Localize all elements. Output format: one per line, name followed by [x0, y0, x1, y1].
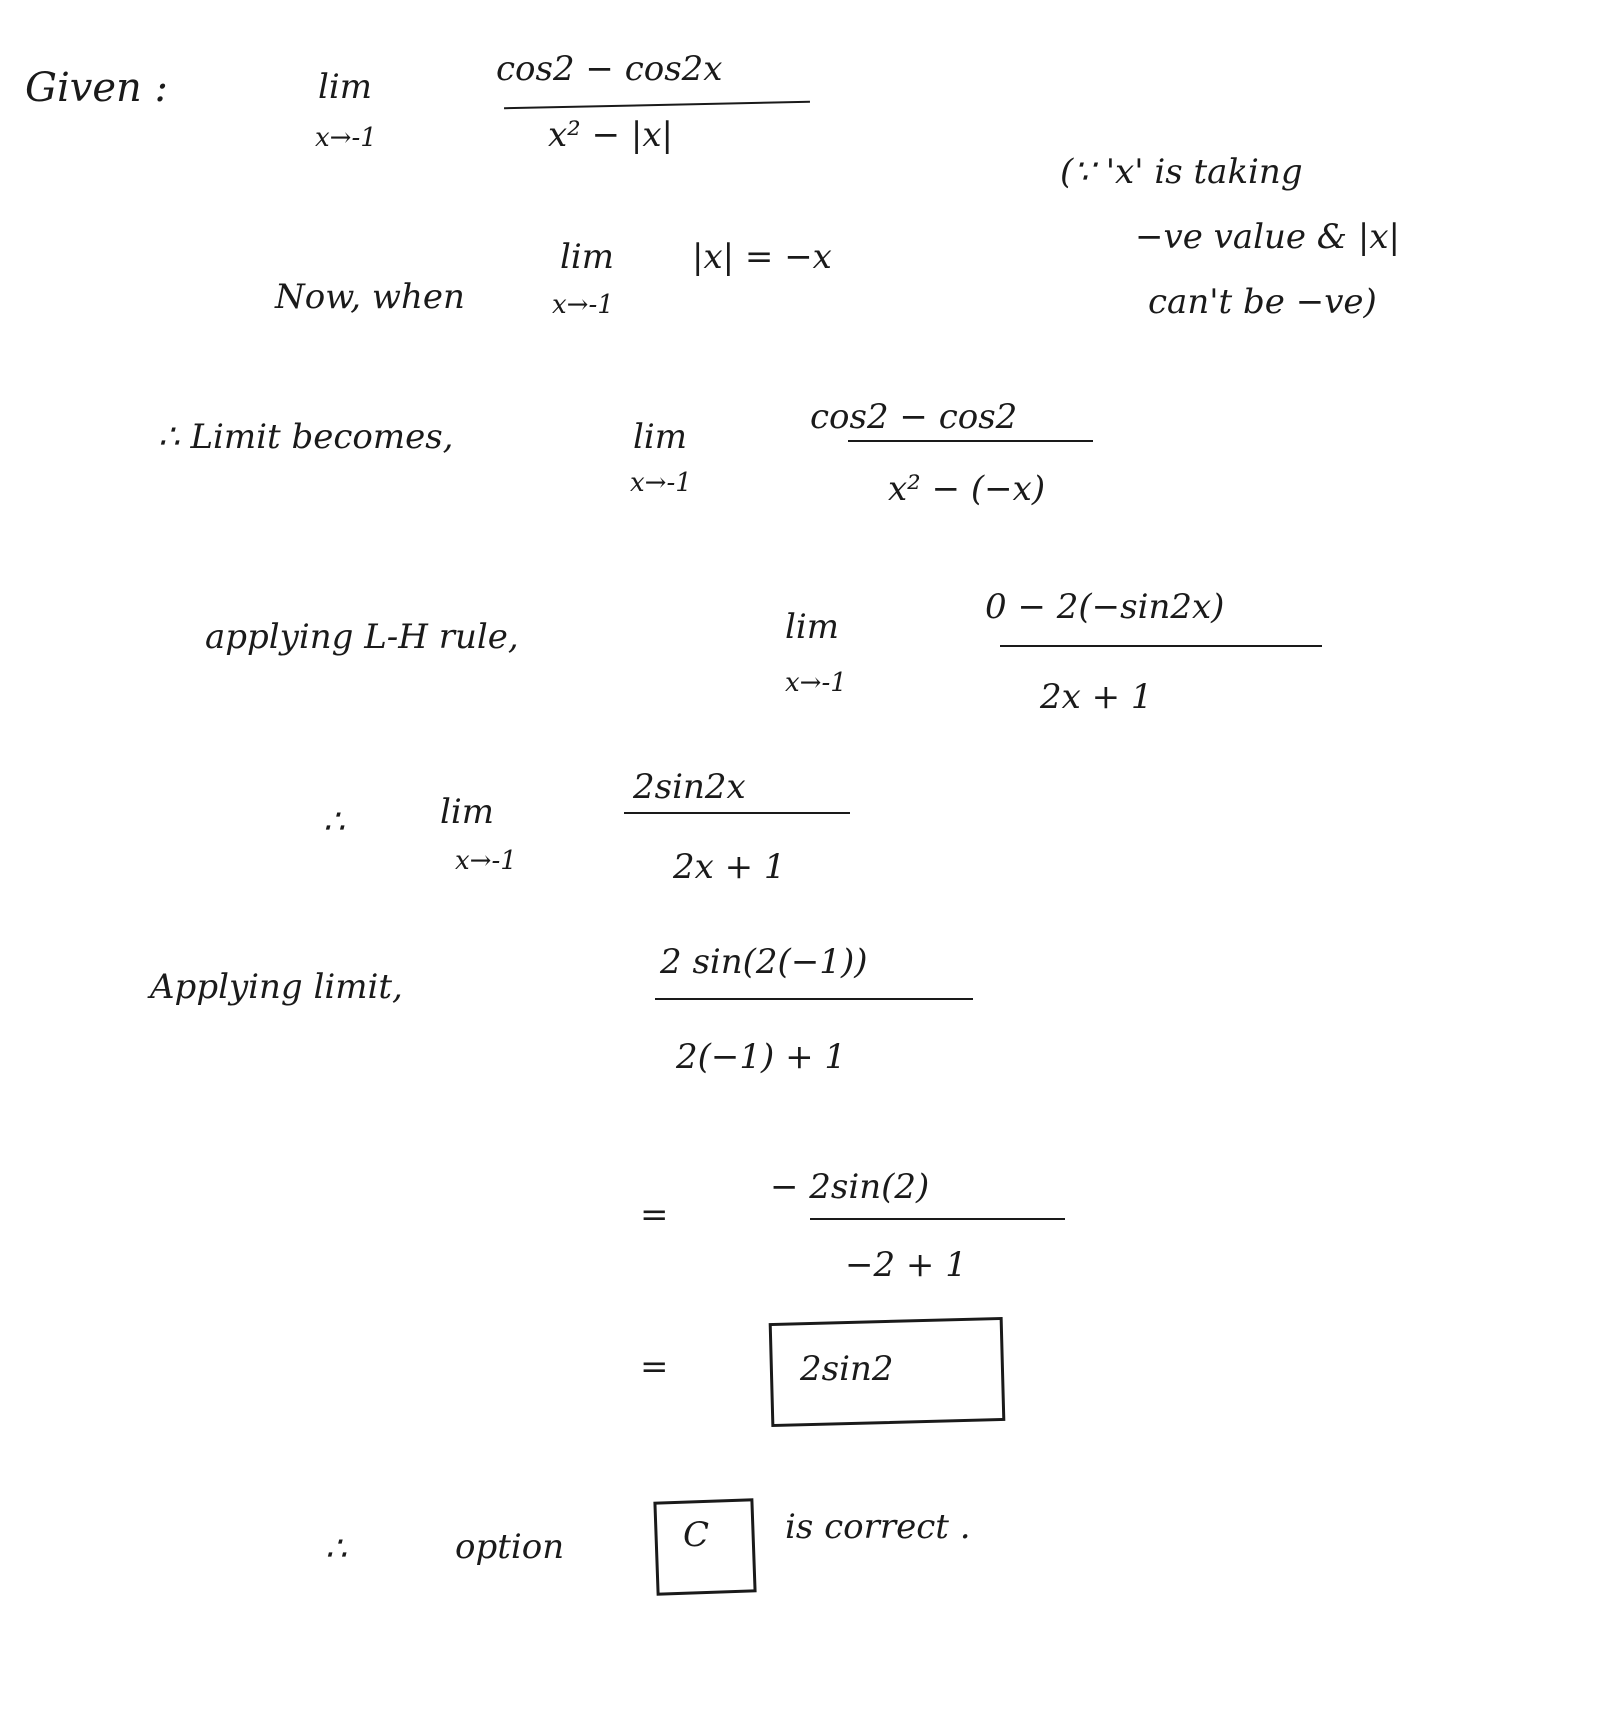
result-equals: =: [640, 1347, 669, 1387]
now-label: Now, when: [275, 277, 465, 317]
conclusion-therefore: ∴: [325, 1529, 347, 1569]
note-line-3: can't be −ve): [1148, 282, 1377, 322]
given-denominator: x² − |x|: [548, 115, 673, 155]
step2-numerator: 0 − 2(−sin2x): [985, 587, 1225, 627]
step3-denominator: 2x + 1: [673, 847, 786, 887]
step5-equals: =: [640, 1195, 669, 1235]
now-expression: |x| = −x: [692, 237, 832, 277]
step1-label: ∴ Limit becomes,: [158, 417, 454, 457]
step2-lim: lim: [785, 607, 839, 647]
step1-numerator: cos2 − cos2: [810, 397, 1018, 437]
conclusion-option-word: option: [455, 1527, 565, 1567]
given-numerator: cos2 − cos2x: [496, 49, 723, 89]
step1-fraction-bar: [848, 440, 1093, 442]
step4-denominator: 2(−1) + 1: [676, 1037, 847, 1077]
conclusion-option-letter: C: [683, 1515, 710, 1555]
given-fraction-bar: [504, 101, 810, 109]
step2-fraction-bar: [1000, 645, 1322, 647]
step4-fraction-bar: [655, 998, 973, 1000]
conclusion-tail: is correct .: [785, 1507, 971, 1547]
step3-lim: lim: [440, 792, 494, 832]
note-line-1: (∵ 'x' is taking: [1060, 152, 1303, 192]
now-lim-sub: x→-1: [552, 290, 614, 320]
step5-fraction-bar: [810, 1218, 1065, 1220]
result-value: 2sin2: [800, 1349, 894, 1389]
step3-lim-sub: x→-1: [455, 846, 517, 876]
note-line-2: −ve value & |x|: [1135, 217, 1400, 257]
given-lim: lim: [318, 67, 372, 107]
step2-label: applying L-H rule,: [205, 617, 519, 657]
step1-lim: lim: [633, 417, 687, 457]
step3-numerator: 2sin2x: [633, 767, 746, 807]
given-lim-sub: x→-1: [315, 123, 377, 153]
given-label: Given :: [25, 65, 168, 111]
step4-label: Applying limit,: [150, 967, 403, 1007]
step5-denominator: −2 + 1: [845, 1245, 967, 1285]
step1-lim-sub: x→-1: [630, 468, 692, 498]
step2-lim-sub: x→-1: [785, 668, 847, 698]
step3-fraction-bar: [624, 812, 850, 814]
step3-therefore: ∴: [323, 802, 345, 842]
step1-denominator: x² − (−x): [888, 469, 1046, 509]
step5-numerator: − 2sin(2): [770, 1167, 930, 1207]
step4-numerator: 2 sin(2(−1)): [660, 942, 868, 982]
step2-denominator: 2x + 1: [1040, 677, 1153, 717]
now-lim: lim: [560, 237, 614, 277]
